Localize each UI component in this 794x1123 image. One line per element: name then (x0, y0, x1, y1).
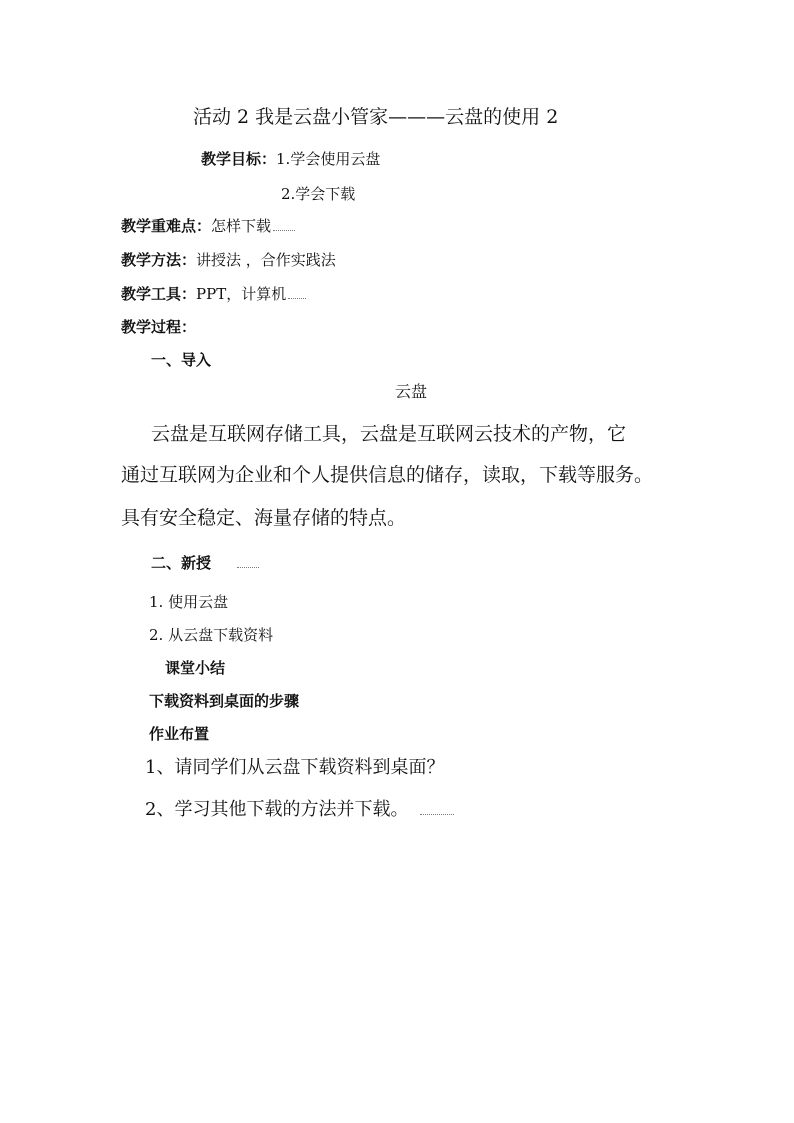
tools-label: 教学工具： (121, 285, 197, 303)
homework-item-2-line (145, 801, 454, 819)
methods-label: 教学方法： (121, 251, 197, 269)
paragraph-line-2: 通过互联网为企业和个人提供信息的储存，读取，下载等服务。 (121, 464, 654, 486)
dotted-mark (420, 813, 454, 815)
summary-heading: 课堂小结 (165, 659, 226, 677)
new-item-1: 1. 使用云盘 (149, 593, 229, 611)
summary-content: 下载资料到桌面的步骤 (149, 692, 300, 710)
homework-heading: 作业布置 (149, 725, 210, 743)
section2-line (151, 556, 259, 571)
section1-subtitle: 云盘 (395, 382, 428, 401)
tools-line (121, 287, 306, 302)
paragraph-line-3: 具有安全稳定、海量存储的特点。 (121, 507, 407, 529)
dotted-mark (288, 297, 306, 299)
key-points-value: 怎样下载 (211, 217, 272, 235)
dotted-mark (237, 566, 259, 568)
methods-line (121, 253, 336, 268)
homework-item-2: 2、学习其他下载的方法并下载。 (145, 799, 409, 820)
section1-heading: 一、导入 (151, 351, 212, 369)
tools-value: PPT，计算机 (196, 285, 287, 303)
homework-item-1: 1、请同学们从云盘下载资料到桌面？ (145, 757, 445, 778)
paragraph-line-1: 云盘是互联网存储工具，云盘是互联网云技术的产物，它 (151, 423, 627, 445)
objectives-item-1: 1.学会使用云盘 (276, 150, 381, 168)
objectives-item-2: 2.学会下载 (281, 185, 356, 203)
process-label: 教学过程： (121, 318, 197, 336)
new-item-2: 2. 从云盘下载资料 (149, 626, 274, 644)
dotted-mark (273, 229, 295, 231)
key-points-line (121, 219, 295, 234)
objectives-label: 教学目标： (201, 150, 277, 168)
section2-heading: 二、新授 (151, 554, 212, 572)
key-points-label: 教学重难点： (121, 217, 212, 235)
methods-value: 讲授法 ，合作实践法 (196, 251, 336, 269)
objectives-line (201, 152, 380, 167)
document-title: 活动 2 我是云盘小管家———云盘的使用 2 (193, 106, 559, 128)
